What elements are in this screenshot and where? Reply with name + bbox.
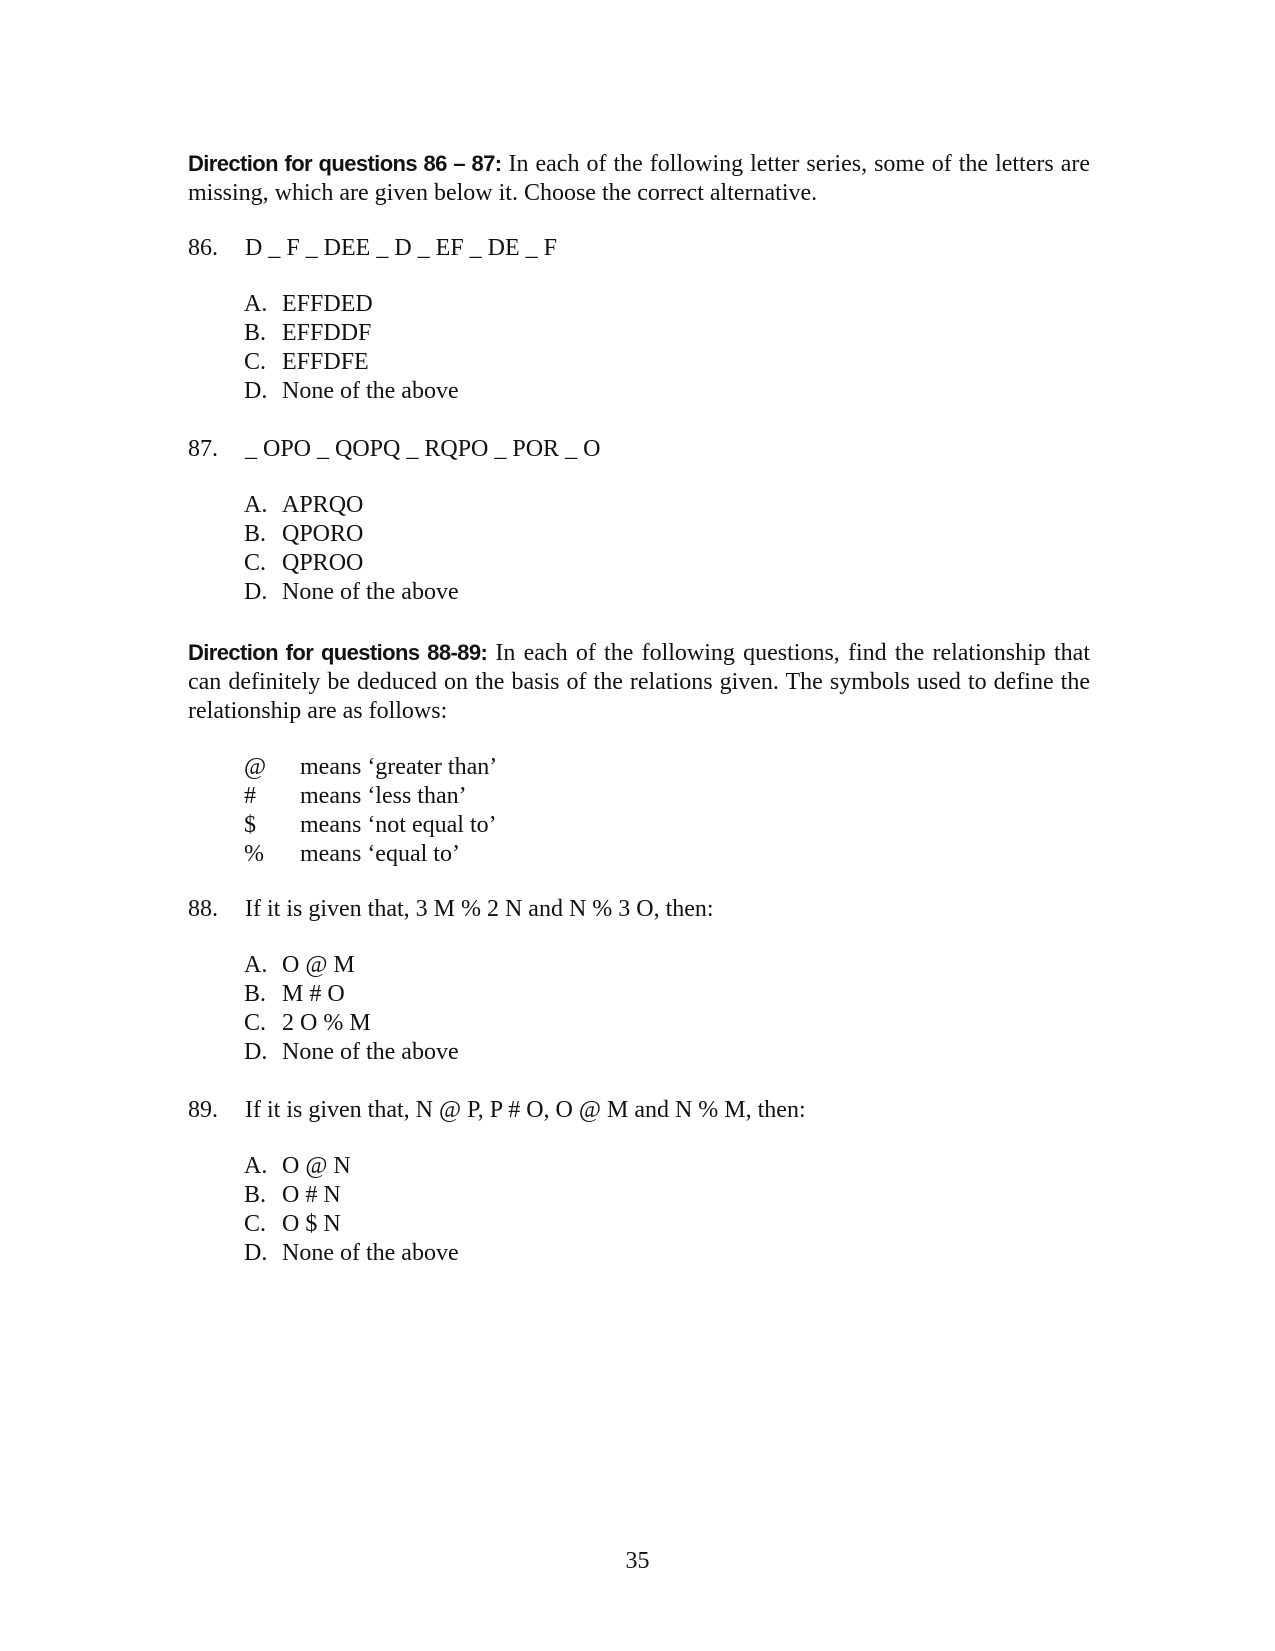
option-text: O $ N [282, 1211, 341, 1237]
question-text: If it is given that, 3 M % 2 N and N % 3 O, then: [245, 896, 714, 922]
symbol-meaning: means ‘less than’ [300, 783, 467, 809]
option-a [244, 290, 459, 319]
question-number: 87. [188, 436, 218, 462]
question-89 [188, 1097, 806, 1124]
question-number: 88. [188, 896, 218, 922]
option-text: QPROO [282, 550, 364, 576]
option-letter: B. [244, 981, 267, 1007]
option-d [244, 578, 459, 607]
direction-text: In each of the following questions, find the relationship that can definitely be deduced on the basis of the relations given. The symbols used to define the relationship are as follows: [188, 640, 1090, 724]
direction-text: In each of the following letter series, some of the letters are missing, which are given below it. Choose the correct alternative. [188, 151, 1091, 206]
option-text: EFFDDF [282, 320, 372, 346]
option-text: O @ N [282, 1153, 351, 1179]
question-text: If it is given that, N @ P, P # O, O @ M and N % M, then: [245, 1097, 806, 1123]
option-a [244, 491, 459, 520]
option-letter: C. [244, 1010, 267, 1036]
symbol: $ [244, 812, 256, 838]
symbol: # [244, 783, 256, 809]
option-b [244, 980, 459, 1009]
option-text: O # N [282, 1182, 341, 1208]
symbol-row [244, 840, 497, 869]
option-text: APRQO [282, 492, 364, 518]
symbol-legend [244, 753, 497, 869]
question-88 [188, 896, 714, 923]
option-c [244, 348, 459, 377]
option-letter: D. [244, 378, 268, 404]
direction-label: Direction for questions 86 – 87: [188, 151, 502, 176]
option-text: QPORO [282, 521, 364, 547]
options-87 [244, 491, 459, 607]
option-letter: D. [244, 579, 268, 605]
symbol-meaning: means ‘equal to’ [300, 841, 460, 867]
symbol-row [244, 811, 497, 840]
option-letter: B. [244, 521, 267, 547]
question-text: _ OPO _ QOPQ _ RQPO _ POR _ O [245, 436, 601, 462]
direction-88-89 [188, 638, 1090, 726]
option-d [244, 1038, 459, 1067]
option-c [244, 1009, 459, 1038]
option-b [244, 1181, 459, 1210]
option-letter: A. [244, 291, 268, 317]
direction-label: Direction for questions 88-89: [188, 640, 488, 665]
option-text: EFFDED [282, 291, 373, 317]
option-text: 2 O % M [282, 1010, 371, 1036]
option-text: O @ M [282, 952, 355, 978]
option-text: EFFDFE [282, 349, 369, 375]
option-letter: D. [244, 1039, 268, 1065]
option-b [244, 319, 459, 348]
options-89 [244, 1152, 459, 1268]
question-86 [188, 235, 557, 262]
question-number: 86. [188, 235, 218, 261]
option-a [244, 951, 459, 980]
page-number: 35 [625, 1548, 650, 1574]
question-text: D _ F _ DEE _ D _ EF _ DE _ F [245, 235, 558, 261]
direction-86-87 [188, 149, 1090, 208]
option-d [244, 377, 459, 406]
option-letter: C. [244, 1211, 267, 1237]
options-88 [244, 951, 459, 1067]
symbol-meaning: means ‘not equal to’ [300, 812, 497, 838]
option-letter: D. [244, 1240, 268, 1266]
option-letter: B. [244, 320, 267, 346]
option-letter: A. [244, 1153, 268, 1179]
option-text: M # O [282, 981, 345, 1007]
option-d [244, 1239, 459, 1268]
option-c [244, 549, 459, 578]
option-text: None of the above [282, 579, 459, 605]
option-letter: C. [244, 349, 267, 375]
option-c [244, 1210, 459, 1239]
option-letter: A. [244, 952, 268, 978]
option-text: None of the above [282, 1240, 459, 1266]
option-b [244, 520, 459, 549]
option-letter: B. [244, 1182, 267, 1208]
option-text: None of the above [282, 378, 459, 404]
symbol-row [244, 753, 497, 782]
option-text: None of the above [282, 1039, 459, 1065]
option-letter: C. [244, 550, 267, 576]
symbol: % [244, 841, 264, 867]
options-86 [244, 290, 459, 406]
question-number: 89. [188, 1097, 218, 1123]
symbol-row [244, 782, 497, 811]
option-letter: A. [244, 492, 268, 518]
symbol-meaning: means ‘greater than’ [300, 754, 498, 780]
question-87 [188, 436, 600, 463]
symbol: @ [244, 754, 267, 780]
option-a [244, 1152, 459, 1181]
